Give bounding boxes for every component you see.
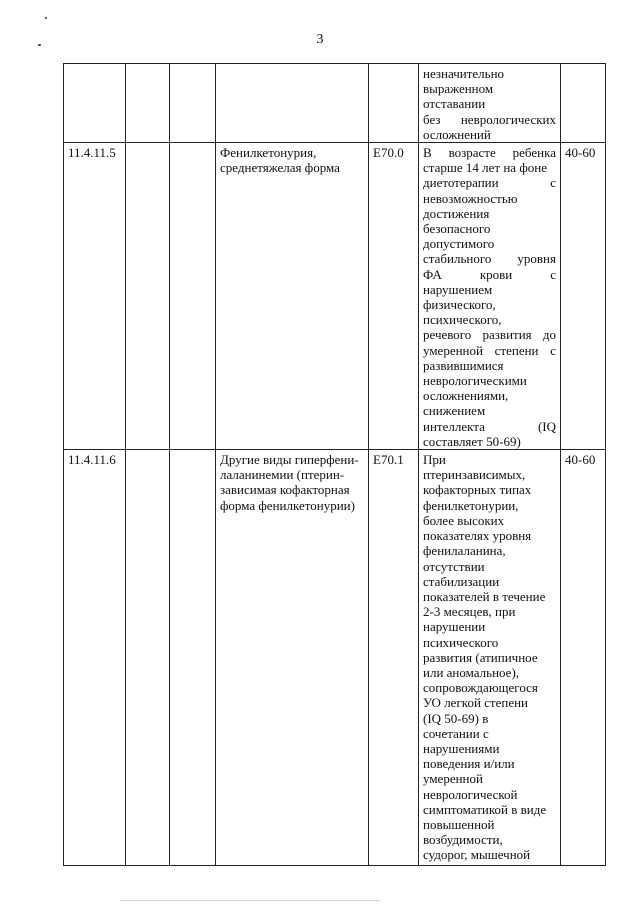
criteria-line: фенилаланина,	[423, 543, 506, 559]
criteria-line: нарушениями	[423, 740, 500, 756]
criteria-line: сочетании с	[423, 725, 489, 741]
scan-speck	[45, 17, 47, 19]
cell-criteria	[419, 450, 561, 866]
cell-code	[64, 64, 126, 143]
criteria-line: интеллекта (IQ	[423, 418, 556, 434]
cell-code	[64, 143, 126, 450]
criteria-line: (IQ 50-69) в	[423, 710, 489, 726]
criteria-line: развития (атипичное	[423, 649, 538, 665]
cell-percent	[561, 450, 606, 866]
icd-text: E70.1	[373, 452, 404, 468]
icd-text: E70.0	[373, 145, 404, 161]
classification-table	[63, 63, 606, 866]
cell-percent	[561, 143, 606, 450]
criteria-line: судорог, мышечной	[423, 847, 531, 863]
criteria-line: нарушении	[423, 619, 486, 635]
criteria-line: психического	[423, 634, 499, 650]
criteria-line: развившимися	[423, 357, 504, 373]
cell-name	[216, 64, 369, 143]
table-row	[64, 143, 606, 450]
criteria-line: или аномальное),	[423, 664, 520, 680]
cell-empty-1	[126, 450, 170, 866]
criteria-line: умеренной степени с	[423, 342, 556, 358]
criteria-line: безопасного	[423, 221, 491, 237]
criteria-line: осложнениями,	[423, 388, 509, 404]
criteria-line: возбудимости,	[423, 832, 503, 848]
cell-empty-1	[126, 64, 170, 143]
criteria-line: стабильного уровня	[423, 251, 556, 267]
table-row	[64, 64, 606, 143]
cell-code	[64, 450, 126, 866]
criteria-line: речевого развития до	[423, 327, 556, 343]
criteria-line: диетотерапии с	[423, 175, 556, 191]
criteria-line: неврологическими	[423, 373, 527, 389]
criteria-line: невозможностью	[423, 190, 518, 206]
cell-icd	[369, 450, 419, 866]
page-bottom-edge	[120, 900, 380, 901]
cell-name	[216, 450, 369, 866]
criteria-line: незначительно	[423, 66, 505, 81]
code-text: 11.4.11.6	[68, 452, 116, 468]
criteria-line: психического,	[423, 312, 502, 328]
criteria-line: неврологической	[423, 786, 518, 802]
percent-text: 40-60	[565, 452, 596, 468]
cell-criteria	[419, 143, 561, 450]
cell-icd	[369, 64, 419, 143]
criteria-line: УО легкой степени	[423, 695, 529, 711]
criteria-line: повышенной	[423, 816, 495, 832]
cell-percent	[561, 64, 606, 143]
criteria-line: сопровождающегося	[423, 680, 538, 696]
criteria-line: умеренной	[423, 771, 483, 787]
criteria-line: выраженном	[423, 81, 494, 97]
criteria-line: отсутствии	[423, 558, 485, 574]
criteria-line: При	[423, 452, 446, 468]
criteria-line: показателях уровня	[423, 528, 532, 544]
table-row	[64, 450, 606, 866]
criteria-line: птеринзависимых,	[423, 467, 526, 483]
criteria-line: снижением	[423, 403, 486, 419]
scan-speck	[38, 44, 41, 46]
cell-empty-2	[170, 64, 216, 143]
criteria-line: старше 14 лет на фоне	[423, 160, 547, 176]
cell-criteria	[419, 64, 561, 143]
criteria-line: нарушением	[423, 281, 493, 297]
percent-text: 40-60	[565, 145, 596, 161]
criteria-line: фенилкетонурии,	[423, 497, 519, 513]
name-text: Фенилкетонурия, среднетяжелая форма	[220, 145, 340, 176]
code-text: 11.4.11.5	[68, 145, 116, 161]
cell-name	[216, 143, 369, 450]
criteria-line: допустимого	[423, 236, 495, 252]
criteria-line: 2-3 месяцев, при	[423, 604, 516, 620]
criteria-line: кофакторных типах	[423, 482, 532, 498]
criteria-line: без неврологических	[423, 111, 556, 127]
criteria-line: физического,	[423, 297, 496, 313]
criteria-line: стабилизации	[423, 573, 500, 589]
criteria-line: поведения и/или	[423, 756, 515, 772]
cell-empty-2	[170, 143, 216, 450]
criteria-line: симптоматикой в виде	[423, 801, 547, 817]
criteria-line: составляет 50-69)	[423, 433, 521, 449]
cell-empty-2	[170, 450, 216, 866]
criteria-line: В возрасте ребенка	[423, 145, 556, 161]
criteria-line: осложнений	[423, 126, 491, 142]
cell-icd	[369, 143, 419, 450]
criteria-line: показателей в течение	[423, 588, 546, 604]
page-number: 3	[316, 32, 324, 47]
cell-empty-1	[126, 143, 170, 450]
criteria-line: ФА крови с	[423, 266, 556, 282]
criteria-line: более высоких	[423, 512, 505, 528]
criteria-line: достижения	[423, 205, 490, 221]
name-text: Другие виды гиперфени- лаланинемии (птерин- зависимая кофакторная форма фенилкетонурии)	[220, 452, 359, 513]
criteria-line: отставании	[423, 96, 486, 112]
